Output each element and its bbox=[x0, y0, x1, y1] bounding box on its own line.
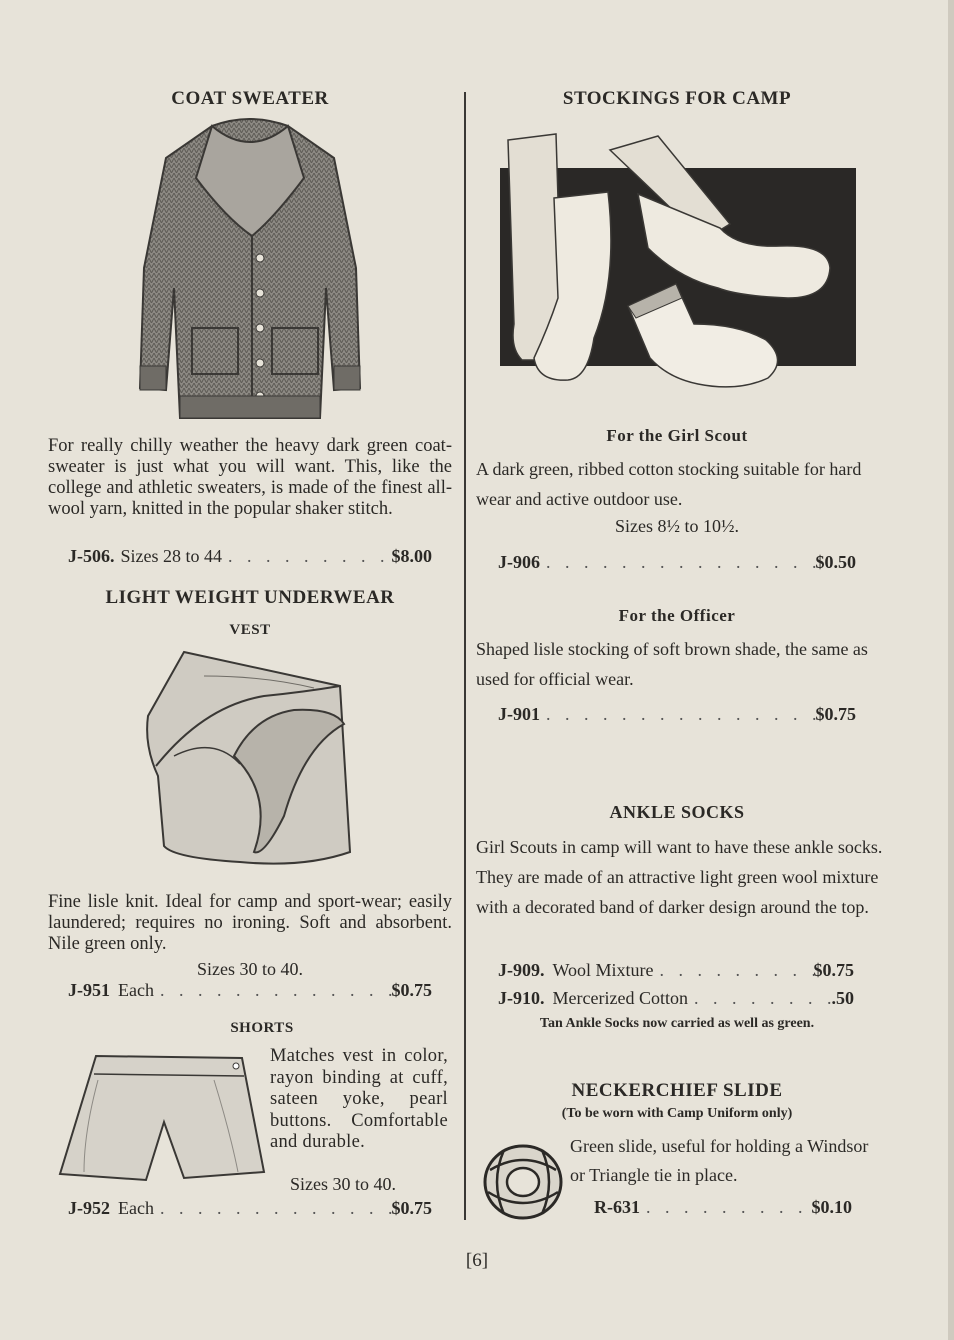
leader-dots bbox=[654, 960, 814, 981]
vest-illustration bbox=[144, 646, 358, 876]
leader-dots bbox=[222, 546, 392, 567]
stockings-title: STOCKINGS FOR CAMP bbox=[562, 88, 792, 109]
leader-dots bbox=[688, 988, 832, 1009]
officer-price: $0.75 bbox=[815, 704, 856, 724]
page-edge bbox=[948, 0, 954, 1340]
ankle-socks-name-1: Wool Mixture bbox=[552, 960, 654, 980]
shorts-sizes-text: Sizes 30 to 40. bbox=[290, 1174, 396, 1194]
vest-sizes: Sizes 30 to 40. bbox=[197, 959, 303, 979]
shorts-description: Matches vest in color, rayon binding at cuff, sateen yoke, pearl buttons. Comfortable and durable. bbox=[270, 1046, 448, 1152]
girl-scout-price: $0.50 bbox=[815, 552, 856, 572]
girl-scout-price-line bbox=[498, 552, 856, 573]
vest-price: $0.75 bbox=[391, 980, 432, 1000]
coat-sweater-price: $8.00 bbox=[391, 546, 432, 566]
leader-dots bbox=[154, 980, 392, 1001]
shorts-code: J-952 bbox=[68, 1198, 110, 1218]
coat-sweater-price-line bbox=[68, 546, 432, 567]
leader-dots bbox=[540, 552, 816, 573]
ankle-socks-price-2: .50 bbox=[831, 988, 854, 1008]
ankle-socks-item-2 bbox=[498, 988, 854, 1009]
ankle-socks-item-1 bbox=[498, 960, 854, 981]
shorts-illustration bbox=[54, 1052, 268, 1188]
shorts-subtitle: SHORTS bbox=[230, 1020, 294, 1036]
coat-sweater-sizes: Sizes 28 to 44 bbox=[120, 546, 222, 566]
neckerchief-description: Green slide, useful for holding a Windsor or Triangle tie in place. bbox=[570, 1136, 869, 1185]
ankle-socks-price-1: $0.75 bbox=[813, 960, 854, 980]
ankle-socks-title: ANKLE SOCKS bbox=[609, 802, 745, 822]
officer-subtitle: For the Officer bbox=[618, 606, 736, 625]
coat-sweater-description: For really chilly weather the heavy dark green coat-sweater is just what you will want. This, like the college and athletic sweaters, is made of the finest all-wool yarn, knitted in the popular shaker stitch. bbox=[48, 436, 452, 519]
girl-scout-subtitle: For the Girl Scout bbox=[606, 426, 748, 445]
shorts-sizes bbox=[290, 1174, 396, 1195]
girl-scout-sizes: Sizes 8½ to 10½. bbox=[615, 516, 739, 536]
neckerchief-slide-illustration bbox=[480, 1140, 566, 1224]
stockings-illustration bbox=[498, 128, 858, 396]
vest-price-line bbox=[68, 980, 432, 1001]
neckerchief-price: $0.10 bbox=[811, 1197, 852, 1217]
ankle-socks-note: Tan Ankle Socks now carried as well as green. bbox=[539, 1016, 815, 1031]
ankle-socks-description: Girl Scouts in camp will want to have these ankle socks. They are made of an attractive light green wool mixture with a decorated band of darker design around the top. bbox=[476, 837, 883, 917]
vest-code: J-951 bbox=[68, 980, 110, 1000]
leader-dots bbox=[154, 1198, 392, 1219]
vest-subtitle: VEST bbox=[229, 622, 271, 638]
officer-price-line bbox=[498, 704, 856, 725]
column-divider bbox=[464, 92, 466, 1220]
neckerchief-price-line bbox=[594, 1197, 852, 1218]
page-number: [6] bbox=[465, 1250, 489, 1271]
coat-sweater-illustration bbox=[134, 118, 366, 432]
vest-label: Each bbox=[118, 980, 154, 1000]
neckerchief-subtitle: (To be worn with Camp Uniform only) bbox=[561, 1106, 793, 1121]
neckerchief-code: R-631 bbox=[594, 1197, 640, 1217]
vest-description: Fine lisle knit. Ideal for camp and sport-wear; easily laundered; requires no ironing. Soft and absorbent. Nile green only. bbox=[48, 892, 452, 954]
coat-sweater-code: J-506. bbox=[68, 546, 115, 566]
coat-sweater-title: COAT SWEATER bbox=[171, 88, 329, 109]
officer-code: J-901 bbox=[498, 704, 540, 724]
girl-scout-description: A dark green, ribbed cotton stocking suitable for hard wear and active outdoor use. bbox=[476, 459, 862, 509]
neckerchief-title: NECKERCHIEF SLIDE bbox=[571, 1080, 783, 1101]
ankle-socks-name-2: Mercerized Cotton bbox=[552, 988, 688, 1008]
girl-scout-code: J-906 bbox=[498, 552, 540, 572]
underwear-title: LIGHT WEIGHT UNDERWEAR bbox=[105, 587, 395, 608]
ankle-socks-code-1: J-909. bbox=[498, 960, 545, 980]
leader-dots bbox=[640, 1197, 812, 1218]
ankle-socks-code-2: J-910. bbox=[498, 988, 545, 1008]
shorts-price: $0.75 bbox=[391, 1198, 432, 1218]
shorts-price-line bbox=[68, 1198, 432, 1219]
shorts-label: Each bbox=[118, 1198, 154, 1218]
leader-dots bbox=[540, 704, 816, 725]
officer-description: Shaped lisle stocking of soft brown shade, the same as used for official wear. bbox=[476, 639, 868, 689]
